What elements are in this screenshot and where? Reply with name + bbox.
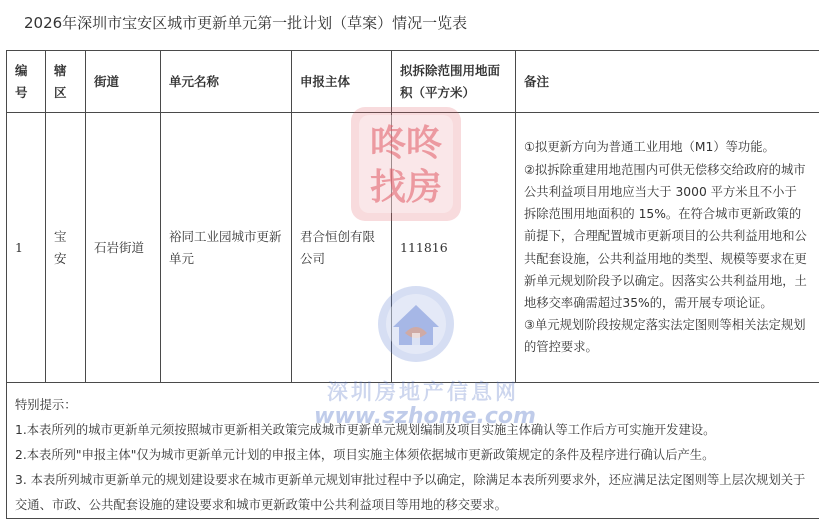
cell-district: 宝安 bbox=[46, 113, 86, 383]
note-item-3: 3. 本表所列城市更新单元的规划建设要求在城市更新单元规划审批过程中予以确定，除满足本表所列要求外，还应满足法定图则等上层次规划关于交通、市政、公共配套设施的建设要求和城市更新政策中公共利益项目等用地的移交要求。 bbox=[15, 473, 806, 512]
header-no: 编号 bbox=[7, 51, 46, 113]
remark-item-1: ①拟更新方向为普通工业用地（M1）等功能。 bbox=[524, 140, 775, 155]
header-applicant: 申报主体 bbox=[292, 51, 392, 113]
note-item-1: 1.本表所列的城市更新单元须按照城市更新相关政策完成城市更新单元规划编制及项目实施主体确认等工作后方可实施开发建设。 bbox=[15, 423, 716, 437]
header-district: 辖区 bbox=[46, 51, 86, 113]
cell-unit-name: 裕同工业园城市更新单元 bbox=[161, 113, 292, 383]
cell-applicant: 君合恒创有限公司 bbox=[292, 113, 392, 383]
logo-text-line-2: 找房 bbox=[369, 167, 443, 208]
cell-no: 1 bbox=[7, 113, 46, 383]
notes-heading: 特别提示： bbox=[15, 398, 77, 412]
header-remarks: 备注 bbox=[516, 51, 819, 113]
dongdong-logo-watermark bbox=[345, 103, 467, 225]
header-area: 拟拆除范围用地面积（平方米） bbox=[392, 51, 516, 113]
header-street: 街道 bbox=[86, 51, 161, 113]
cell-area: 111816 bbox=[392, 113, 516, 383]
logo-text-line-1: 咚咚 bbox=[369, 123, 443, 164]
remark-item-3: ③单元规划阶段按规定落实法定图则等相关法定规划的管控要求。 bbox=[524, 318, 806, 355]
watermark-url: www.szhome.com bbox=[314, 404, 536, 429]
watermark-site-name: 深圳房地产信息网 bbox=[327, 380, 519, 404]
cell-street: 石岩街道 bbox=[86, 113, 161, 383]
house-emblem-icon bbox=[375, 283, 457, 365]
remark-item-2: ②拟拆除重建用地范围内可供无偿移交给政府的城市公共利益项目用地应当大于 3000 平方米且不小于拆除范围用地面积的 15%。在符合城市更新政策的前提下，合理配置城市更新项目的公共利益用地和公共配套设施，公共利益用地的类型、规模等要求在更新单元规划阶段予以确定。因落实公共利益用地，土地移交率确需超过35%的，需开展专项论证。 bbox=[524, 162, 807, 310]
cell-remarks bbox=[516, 113, 819, 383]
header-unit-name: 单元名称 bbox=[161, 51, 292, 113]
page-title: 2026年深圳市宝安区城市更新单元第一批计划（草案）情况一览表 bbox=[24, 14, 468, 32]
note-item-2: 2.本表所列"申报主体"仅为城市更新单元计划的申报主体，项目实施主体须依据城市更新政策规定的条件及程序进行确认后产生。 bbox=[15, 448, 715, 462]
